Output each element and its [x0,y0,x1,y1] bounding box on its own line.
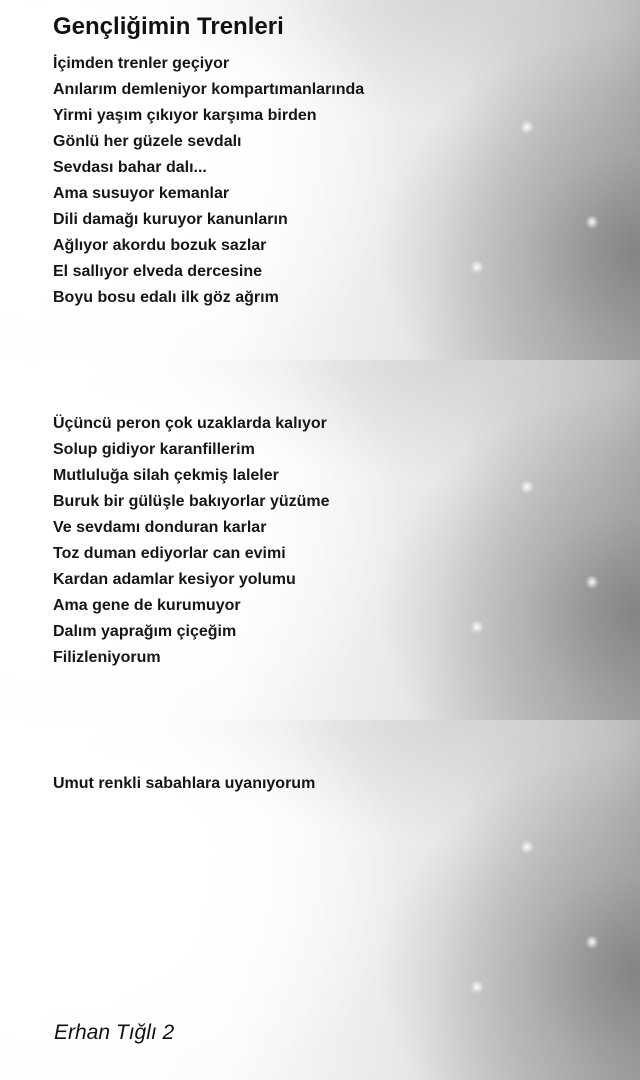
sparkle-decoration [520,840,534,854]
poem-line: Anılarım demleniyor kompartımanlarında [53,81,365,98]
poem-line: Mutluluğa silah çekmiş laleler [53,467,279,484]
poem-author: Erhan Tığlı 2 [54,1021,175,1044]
poem-line: Ağlıyor akordu bozuk sazlar [53,237,267,254]
poem-stanza-2 [53,411,330,671]
poem-panel-3 [0,720,640,1080]
poem-line: Ama susuyor kemanlar [53,185,230,202]
sparkle-decoration [585,575,599,589]
poem-line: Gönlü her güzele sevdalı [53,133,242,150]
poem-line: Dili damağı kuruyor kanunların [53,211,288,228]
poem-title: Gençliğimin Trenleri [53,13,284,40]
poem-line: Solup gidiyor karanfillerim [53,441,255,458]
poem-line: Boyu bosu edalı ilk göz ağrım [53,289,279,306]
sparkle-decoration [470,980,484,994]
sparkle-decoration [520,480,534,494]
poem-line: Buruk bir gülüşle bakıyorlar yüzüme [53,493,330,510]
poem-line: Kardan adamlar kesiyor yolumu [53,571,296,588]
sparkle-decoration [470,620,484,634]
poem-line: Toz duman ediyorlar can evimi [53,545,286,562]
poem-line: Umut renkli sabahlara uyanıyorum [53,775,316,792]
poem-panel-2 [0,360,640,720]
poem-line: Yirmi yaşım çıkıyor karşıma birden [53,107,317,124]
poem-line: Üçüncü peron çok uzaklarda kalıyor [53,415,327,432]
sparkle-decoration [585,215,599,229]
poem-line: Sevdası bahar dalı... [53,159,207,176]
poem-line: Dalım yaprağım çiçeğim [53,623,237,640]
poem-line: El sallıyor elveda dercesine [53,263,263,280]
poem-line: Filizleniyorum [53,649,161,666]
poem-line: İçimden trenler geçiyor [53,55,230,72]
poem-line: Ve sevdamı donduran karlar [53,519,267,536]
sparkle-decoration [520,120,534,134]
poem-panel-1 [0,0,640,360]
sparkle-decoration [585,935,599,949]
poem-stanza-3 [53,771,315,797]
sparkle-decoration [470,260,484,274]
poem-line: Ama gene de kurumuyor [53,597,241,614]
poem-stanza-1 [53,51,364,311]
